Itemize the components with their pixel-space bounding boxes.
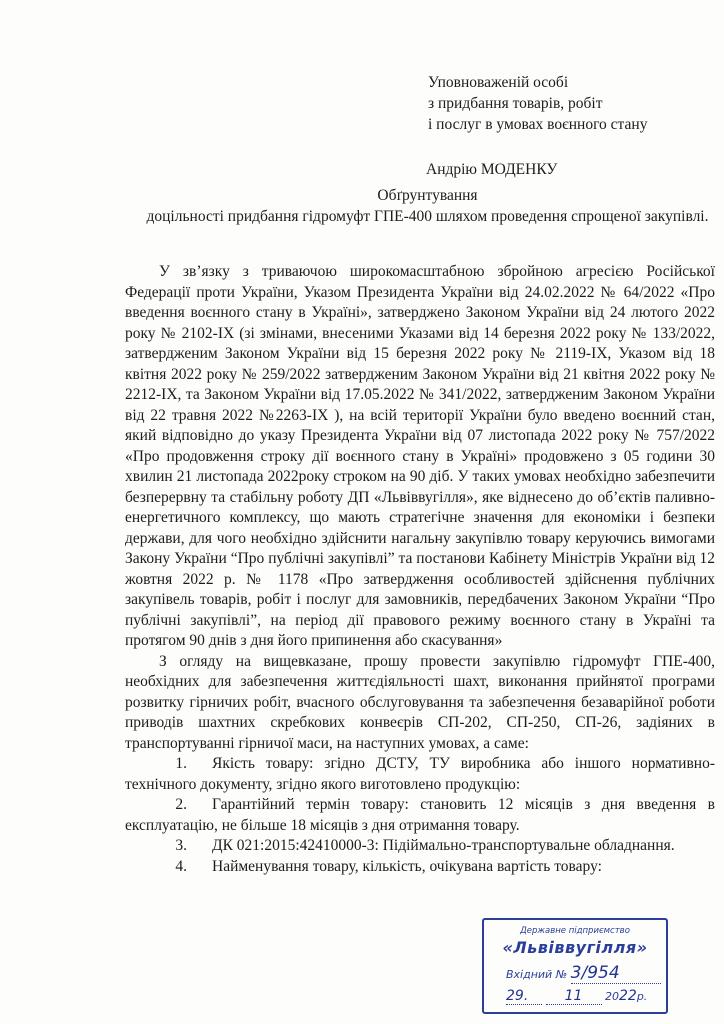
document-body bbox=[125, 262, 715, 877]
addressee-block bbox=[428, 72, 647, 180]
list-text: Гарантійний термін товару: становить 12 місяців з дня введення в експлуатацію, не більше 18 місяців з дня отримання товару. bbox=[125, 796, 715, 834]
stamp-day: 29. bbox=[506, 988, 542, 1005]
title-line-2: доцільності придбання гідромуфт ГПЕ-400 шляхом проведення спрощеної закупівлі. bbox=[146, 207, 709, 225]
addressee-name: Андрію МОДЕНКУ bbox=[426, 161, 558, 178]
addressee-line-1: Уповноваженій особі bbox=[428, 74, 569, 91]
paragraph-2: З огляду на вищевказане, прошу провести закупівлю гідромуфт ГПЕ-400, необхідних для забезпечення життєдіяльності шахт, виконання прийнятої програми розвитку гірничих робіт, вчасного обслуговування та забезпечення безаварійної роботи приводів шахтних скребкових конвеєрів СП-202, СП-250, СП-26, задіяних в транспортуванні гірничої маси, на наступних умовах, а саме: bbox=[125, 652, 715, 752]
stamp-incoming-row bbox=[506, 963, 666, 984]
list-number: 3. bbox=[175, 837, 187, 854]
list-item-4 bbox=[125, 857, 715, 878]
paragraph-1: У зв’язку з триваючою широкомасштабною збройною агресією Російської Федерації проти України, Указом Президента України від 24.02.2022 № 64/2022 «Про введення воєнного стану в Україні», затверджено Законом України від 24 лютого 2022 року № 2102-IX (зі змінами, внесеними Указами від 14 березня 2022 року № 133/2022, затвердженим Законом України від 15 березня 2022 року № 2119-IX, Указом від 18 квітня 2022 року № 259/2022 затвердженим Законом України від 21 квітня 2022 року № 2212-IX, та Законом України від 17.05.2022 № 341/2022, затвердженим Законом України від 22 травня 2022 №2263-IX ), на всій території України було введено воєнний стан, який відповідно до указу Президента України від 07 листопада 2022 року № 757/2022 «Про продовження строку дії воєнного стану в Україні» продовжено з 05 години 30 хвилин 21 листопада 2022року строком на 90 діб. У таких умовах необхідно забезпечити безперервну та стабільну роботу ДП «Львіввугілля», яке віднесено до об’єктів паливно-енергетичного комплексу, що мають стратегічне значення для економіки і безпеки держави, для чого необхідно здійснити нагальну закупівлю товару керуючись вимогами Закону України “Про публічні закупівлі” та постанови Кабінету Міністрів України від 12 жовтня 2022 р. № 1178 «Про затвердження особливостей здійснення публічних закупівель товарів, робіт і послуг для замовників, передбачених Законом України “Про публічні закупівлі”, на період дії правового режиму воєнного стану в Україні та протягом 90 днів з дня його припинення або скасування» bbox=[125, 263, 715, 649]
stamp-organization: Державне підприємство bbox=[520, 926, 630, 936]
list-item-3 bbox=[125, 836, 715, 857]
list-item-1 bbox=[125, 754, 715, 795]
stamp-month: 11 bbox=[546, 988, 602, 1005]
stamp-brand: «Львіввугілля» bbox=[502, 938, 648, 957]
addressee-line-3: і послуг в умовах воєнного стану bbox=[428, 116, 648, 133]
list-text: Найменування товару, кількість, очікувана вартість товару: bbox=[212, 857, 602, 875]
list-number: 4. bbox=[175, 857, 187, 875]
document-title bbox=[140, 186, 715, 227]
incoming-registration-stamp bbox=[482, 918, 668, 1014]
stamp-incoming-number: 3/954 bbox=[571, 963, 661, 984]
stamp-date-row bbox=[506, 988, 666, 1005]
stamp-year: 22 bbox=[619, 988, 637, 1004]
list-number: 1. bbox=[175, 755, 187, 772]
addressee-line-2: з придбання товарів, робіт bbox=[428, 95, 603, 112]
stamp-incoming-label: Вхідний № bbox=[506, 968, 568, 981]
list-text: Якість товару: згідно ДСТУ, ТУ виробника або іншого нормативно-технічного документу, згідно якого виготовлено продукцію: bbox=[125, 755, 715, 793]
title-line-1: Обґрунтування bbox=[377, 187, 478, 204]
list-text: ДК 021:2015:42410000-3: Підіймально-транспортувальне обладнання. bbox=[212, 837, 675, 854]
list-number: 2. bbox=[175, 796, 187, 813]
list-item-2 bbox=[125, 795, 715, 836]
stamp-year-prefix: 20 bbox=[605, 990, 619, 1003]
stamp-year-suffix: р. bbox=[636, 990, 648, 1003]
